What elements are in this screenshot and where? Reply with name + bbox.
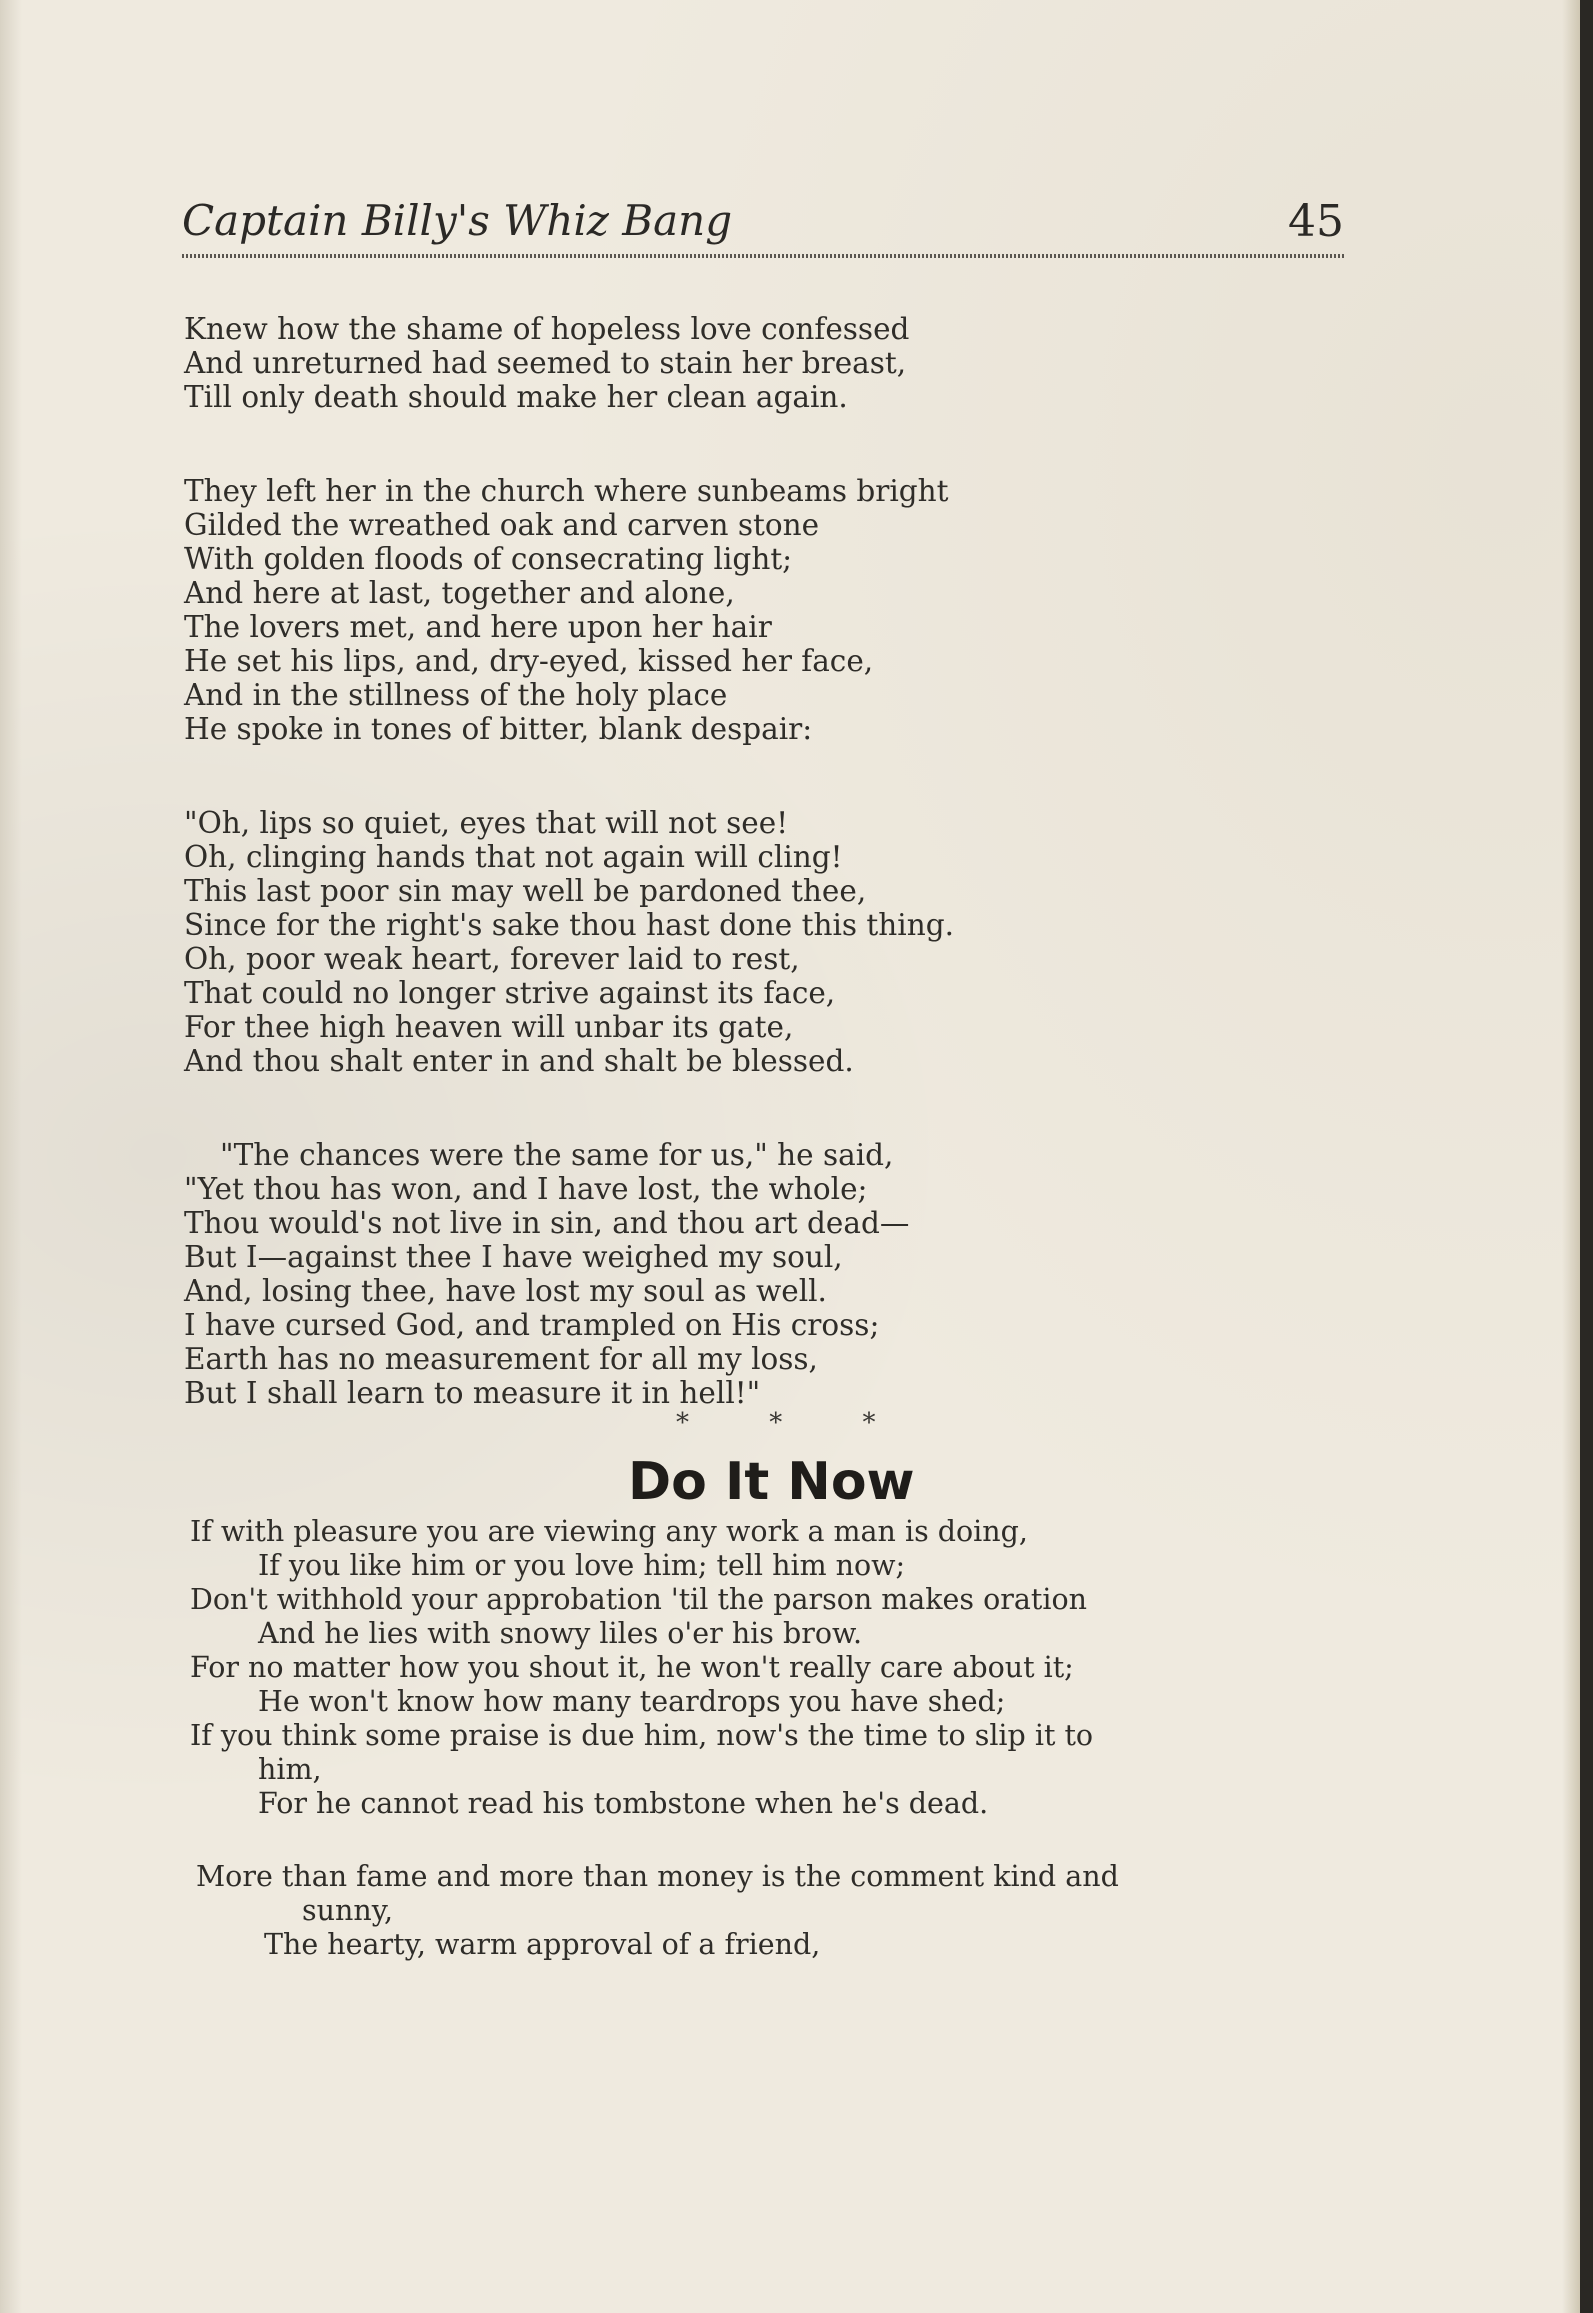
stanza-line: I have cursed God, and trampled on His cross;: [184, 1308, 880, 1342]
poem-stanza-1: [184, 312, 909, 414]
stanza-line: And here at last, together and alone,: [184, 576, 735, 610]
stanza-line: "Yet thou has won, and I have lost, the whole;: [184, 1172, 868, 1206]
do-it-now-verse-1: [190, 1515, 1340, 1821]
stanza-line: Gilded the wreathed oak and carven stone: [184, 508, 820, 542]
verse-line: The hearty, warm approval of a friend,: [264, 1928, 821, 1961]
stanza-line: They left her in the church where sunbeams bright: [184, 474, 949, 508]
stanza-line: He spoke in tones of bitter, blank despair:: [184, 712, 813, 746]
verse-line: More than fame and more than money is the comment kind and: [196, 1860, 1119, 1893]
stanza-line: Oh, clinging hands that not again will cling!: [184, 840, 843, 874]
verse-line: He won't know how many teardrops you have shed;: [258, 1685, 1006, 1718]
stanza-line: But I shall learn to measure it in hell!": [184, 1376, 761, 1410]
stanza-line: Knew how the shame of hopeless love confessed: [184, 312, 910, 346]
stanza-line: Till only death should make her clean again.: [184, 380, 848, 414]
stanza-line: Thou would's not live in sin, and thou art dead—: [184, 1206, 910, 1240]
stanza-line: And thou shalt enter in and shalt be blessed.: [184, 1044, 854, 1078]
stanza-line: This last poor sin may well be pardoned thee,: [184, 874, 867, 908]
stanza-line: Since for the right's sake thou hast done this thing.: [184, 908, 954, 942]
verse-line: him,: [258, 1753, 322, 1786]
poem-title: Do It Now: [628, 1452, 915, 1512]
stanza-line: Oh, poor weak heart, forever laid to rest,: [184, 942, 800, 976]
stanza-line: He set his lips, and, dry-eyed, kissed her face,: [184, 644, 874, 678]
stanza-line: And in the stillness of the holy place: [184, 678, 728, 712]
verse-line: If with pleasure you are viewing any work a man is doing,: [190, 1515, 1028, 1548]
page-number: 45: [1288, 196, 1344, 247]
verse-line: If you think some praise is due him, now's the time to slip it to: [190, 1719, 1094, 1752]
poem-stanza-2: [184, 474, 949, 746]
stanza-line: For thee high heaven will unbar its gate,: [184, 1010, 794, 1044]
running-header: [182, 196, 1344, 266]
do-it-now-verse-2: [196, 1860, 1346, 1962]
stanza-line: The lovers met, and here upon her hair: [184, 610, 772, 644]
stanza-line: That could no longer strive against its face,: [184, 976, 836, 1010]
header-rule: [182, 254, 1344, 258]
verse-line: If you like him or you love him; tell him now;: [258, 1549, 906, 1582]
stanza-line: And unreturned had seemed to stain her breast,: [184, 346, 907, 380]
verse-line: For no matter how you shout it, he won't really care about it;: [190, 1651, 1074, 1684]
stanza-line: "The chances were the same for us," he said,: [220, 1138, 894, 1172]
stanza-line: With golden floods of consecrating light;: [184, 542, 793, 576]
page-spine-shadow: [0, 0, 22, 2313]
running-title: Captain Billy's Whiz Bang: [182, 196, 733, 245]
page-edge-shadow: [1562, 0, 1580, 2313]
stanza-line: And, losing thee, have lost my soul as well.: [184, 1274, 827, 1308]
poem-stanza-4: [184, 1138, 909, 1410]
verse-line: For he cannot read his tombstone when he's dead.: [258, 1787, 989, 1820]
verse-line: sunny,: [302, 1894, 394, 1927]
section-separator: * * *: [676, 1408, 912, 1438]
verse-line: Don't withhold your approbation 'til the parson makes oration: [190, 1583, 1087, 1616]
stanza-line: Earth has no measurement for all my loss,: [184, 1342, 818, 1376]
verse-line: And he lies with snowy liles o'er his brow.: [258, 1617, 863, 1650]
stanza-line: But I—against thee I have weighed my soul,: [184, 1240, 843, 1274]
poem-stanza-3: [184, 806, 954, 1078]
stanza-line: "Oh, lips so quiet, eyes that will not see!: [184, 806, 789, 840]
